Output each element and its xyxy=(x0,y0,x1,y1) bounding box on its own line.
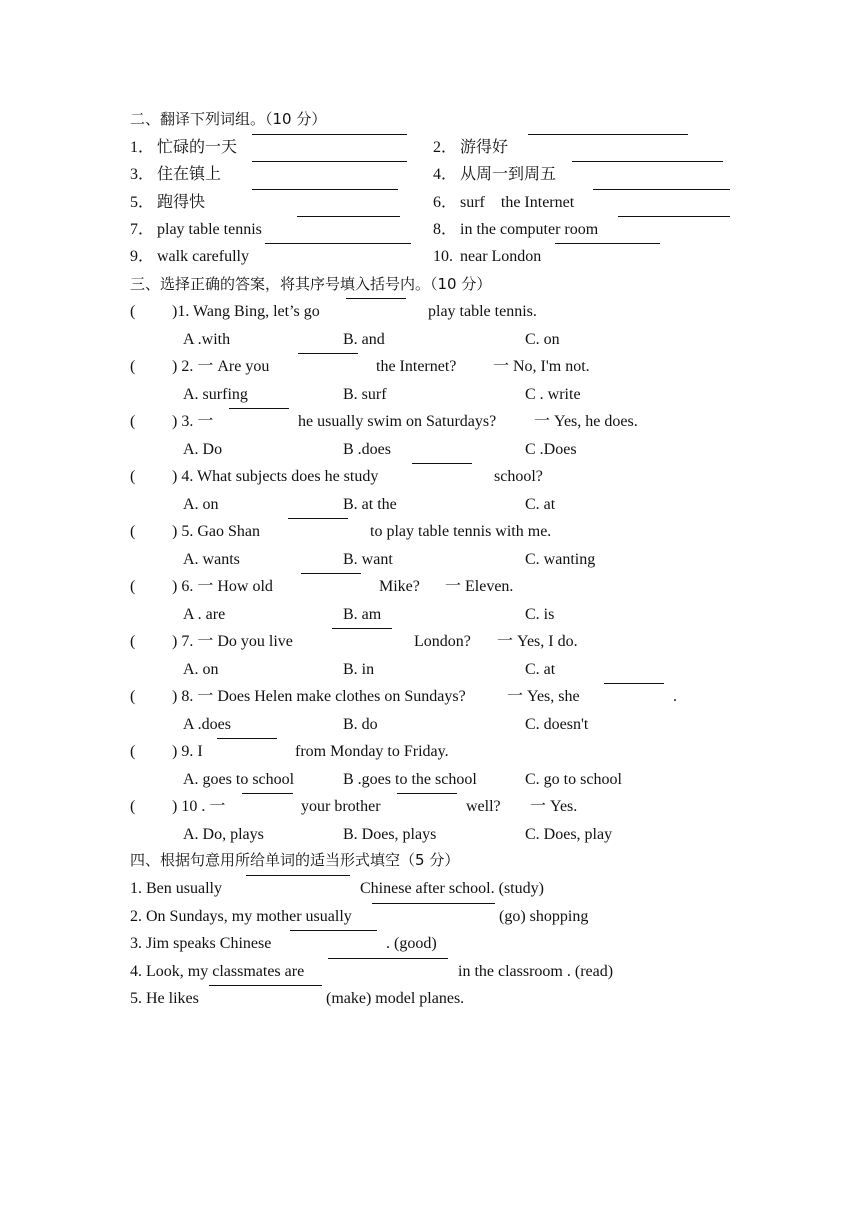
option-c: C . write xyxy=(525,386,581,403)
answer-blank xyxy=(346,298,406,299)
question-text: ) 7. 一 Do you live xyxy=(172,633,293,650)
section2-heading-row xyxy=(0,106,860,133)
phrase: in the computer room xyxy=(460,221,599,238)
option-a: A .with xyxy=(183,331,231,348)
option-b: B .does xyxy=(343,441,391,458)
translate-row-4 xyxy=(0,216,860,243)
answer-blank xyxy=(229,408,289,409)
option-b: B. surf xyxy=(343,386,387,403)
fill-item-2 xyxy=(0,903,860,930)
item-number: 6． xyxy=(433,194,458,211)
option-a: A. on xyxy=(183,496,219,513)
question-3 xyxy=(0,408,860,435)
fill-prompt-end: . (good) xyxy=(386,935,437,952)
answer-blank[interactable] xyxy=(328,958,448,959)
phrase: 忙碌的一天 xyxy=(157,139,238,156)
option-b: B. and xyxy=(343,331,385,348)
answer-blank xyxy=(242,793,293,794)
options-4 xyxy=(0,491,860,518)
question-text: )1. Wang Bing, let’s go xyxy=(172,303,320,320)
option-a: A. wants xyxy=(183,551,240,568)
fill-prompt: 2. On Sundays, my mother usually xyxy=(130,908,352,925)
response-text: 一 Yes. xyxy=(530,798,578,815)
section3-heading: 三、选择正确的答案，将其序号填入括号内。（10 分） xyxy=(130,275,492,293)
options-1 xyxy=(0,326,860,353)
option-a: A . are xyxy=(183,606,226,623)
answer-paren[interactable]: ( xyxy=(130,743,136,760)
question-6 xyxy=(0,573,860,600)
phrase: 从周一到周五 xyxy=(460,166,557,183)
question-5 xyxy=(0,518,860,545)
question-9 xyxy=(0,738,860,765)
answer-blank[interactable] xyxy=(297,216,400,217)
question-text: ) 9. I xyxy=(172,743,203,760)
answer-blank xyxy=(298,353,358,354)
fill-prompt-end: in the classroom . (read) xyxy=(458,963,614,980)
phrase: walk carefully xyxy=(157,248,249,265)
answer-blank xyxy=(332,628,392,629)
translate-row-1 xyxy=(0,134,860,161)
response-text: 一 Eleven. xyxy=(445,578,514,595)
option-c: C. on xyxy=(525,331,560,348)
answer-paren[interactable]: ( xyxy=(130,523,136,540)
response-text: 一 Yes, she xyxy=(507,688,580,705)
answer-paren[interactable]: ( xyxy=(130,358,136,375)
fill-item-3 xyxy=(0,930,860,957)
item-number: 9． xyxy=(130,248,155,265)
option-c: C. doesn't xyxy=(525,716,589,733)
option-b: B. do xyxy=(343,716,378,733)
answer-blank xyxy=(288,518,348,519)
question-text: London? xyxy=(414,633,471,650)
option-a: A .does xyxy=(183,716,231,733)
fill-prompt-end: (go) shopping xyxy=(499,908,589,925)
fill-item-5 xyxy=(0,985,860,1012)
phrase: 游得好 xyxy=(460,139,509,156)
answer-blank[interactable] xyxy=(252,189,398,190)
options-8 xyxy=(0,711,860,738)
section4-heading: 四、根据句意用所给单词的适当形式填空（5 分） xyxy=(130,851,460,869)
options-3 xyxy=(0,436,860,463)
option-b: B. want xyxy=(343,551,393,568)
option-b: B. Does, plays xyxy=(343,826,437,843)
option-c: C. is xyxy=(525,606,555,623)
fill-prompt: 1. Ben usually xyxy=(130,880,222,897)
option-a: A. surfing xyxy=(183,386,248,403)
answer-paren[interactable]: ( xyxy=(130,413,136,430)
fill-item-4 xyxy=(0,958,860,985)
answer-blank[interactable] xyxy=(618,216,730,217)
answer-blank[interactable] xyxy=(246,875,350,876)
fill-prompt-end: (make) model planes. xyxy=(326,990,465,1007)
answer-paren[interactable]: ( xyxy=(130,303,136,320)
option-c: C. wanting xyxy=(525,551,596,568)
period: . xyxy=(673,688,677,705)
question-text: ) 5. Gao Shan xyxy=(172,523,260,540)
question-text: the Internet? xyxy=(376,358,457,375)
question-text: to play table tennis with me. xyxy=(370,523,552,540)
answer-blank xyxy=(301,573,361,574)
answer-blank xyxy=(217,738,277,739)
answer-paren[interactable]: ( xyxy=(130,468,136,485)
phrase: near London xyxy=(460,248,542,265)
response-text: 一 Yes, I do. xyxy=(497,633,578,650)
question-text: well? xyxy=(466,798,501,815)
question-text: ) 6. 一 How old xyxy=(172,578,273,595)
question-text: from Monday to Friday. xyxy=(295,743,449,760)
response-text: 一 No, I'm not. xyxy=(493,358,590,375)
question-4 xyxy=(0,463,860,490)
option-a: A. on xyxy=(183,661,219,678)
option-b: B. in xyxy=(343,661,375,678)
options-7 xyxy=(0,656,860,683)
option-b: B. am xyxy=(343,606,382,623)
option-b: B .goes to the school xyxy=(343,771,477,788)
option-b: B. at the xyxy=(343,496,397,513)
question-8 xyxy=(0,683,860,710)
option-a: A. goes to school xyxy=(183,771,295,788)
response-text: 一 Yes, he does. xyxy=(534,413,638,430)
question-text: he usually swim on Saturdays? xyxy=(298,413,497,430)
option-a: A. Do, plays xyxy=(183,826,264,843)
question-text: your brother xyxy=(301,798,381,815)
answer-blank[interactable] xyxy=(252,134,407,135)
question-text: ) 10 . 一 xyxy=(172,798,226,815)
answer-paren[interactable]: ( xyxy=(130,798,136,815)
question-text: ) 2. 一 Are you xyxy=(172,358,270,375)
options-6 xyxy=(0,601,860,628)
item-number: 1． xyxy=(130,139,155,156)
answer-paren[interactable]: ( xyxy=(130,688,136,705)
fill-prompt: 4. Look, my classmates are xyxy=(130,963,305,980)
item-number: 3． xyxy=(130,166,155,183)
answer-blank[interactable] xyxy=(572,161,723,162)
fill-prompt-end: Chinese after school. (study) xyxy=(360,880,544,897)
options-5 xyxy=(0,546,860,573)
phrase: surf the Internet xyxy=(460,194,575,211)
question-1 xyxy=(0,298,860,325)
answer-blank xyxy=(412,463,472,464)
translate-row-2 xyxy=(0,161,860,188)
phrase: 住在镇上 xyxy=(157,166,222,183)
answer-blank[interactable] xyxy=(265,243,411,244)
item-number: 2． xyxy=(433,139,458,156)
answer-paren[interactable]: ( xyxy=(130,633,136,650)
fill-prompt: 3. Jim speaks Chinese xyxy=(130,935,272,952)
question-text: ) 4. What subjects does he study xyxy=(172,468,379,485)
section4-heading-row xyxy=(0,847,860,874)
answer-blank[interactable] xyxy=(528,134,688,135)
question-10 xyxy=(0,793,860,820)
item-number: 5． xyxy=(130,194,155,211)
question-text: ) 8. 一 Does Helen make clothes on Sundays? xyxy=(172,688,466,705)
answer-blank[interactable] xyxy=(290,930,377,931)
question-2 xyxy=(0,353,860,380)
item-number: 4． xyxy=(433,166,458,183)
item-number: 10. xyxy=(433,248,453,265)
answer-blank xyxy=(397,793,457,794)
question-text: school? xyxy=(494,468,543,485)
item-number: 7． xyxy=(130,221,155,238)
question-text: play table tennis. xyxy=(428,303,537,320)
answer-blank xyxy=(604,683,664,684)
option-c: C. Does, play xyxy=(525,826,613,843)
translate-row-3 xyxy=(0,189,860,216)
question-text: Mike? xyxy=(379,578,420,595)
question-text: ) 3. 一 xyxy=(172,413,214,430)
option-c: C. at xyxy=(525,496,556,513)
answer-blank[interactable] xyxy=(555,243,660,244)
option-a: A. Do xyxy=(183,441,223,458)
answer-blank[interactable] xyxy=(372,903,495,904)
option-c: C .Does xyxy=(525,441,577,458)
translate-row-5 xyxy=(0,243,860,270)
option-c: C. at xyxy=(525,661,556,678)
options-2 xyxy=(0,381,860,408)
item-number: 8． xyxy=(433,221,458,238)
fill-prompt: 5. He likes xyxy=(130,990,199,1007)
question-7 xyxy=(0,628,860,655)
section3-heading-row xyxy=(0,271,860,298)
answer-blank[interactable] xyxy=(593,189,730,190)
fill-item-1 xyxy=(0,875,860,902)
options-10 xyxy=(0,821,860,848)
answer-paren[interactable]: ( xyxy=(130,578,136,595)
options-9 xyxy=(0,766,860,793)
answer-blank[interactable] xyxy=(209,985,322,986)
phrase: play table tennis xyxy=(157,221,262,238)
phrase: 跑得快 xyxy=(157,194,206,211)
option-c: C. go to school xyxy=(525,771,622,788)
section2-heading: 二、翻译下列词组。（10 分） xyxy=(130,110,327,128)
answer-blank[interactable] xyxy=(252,161,407,162)
